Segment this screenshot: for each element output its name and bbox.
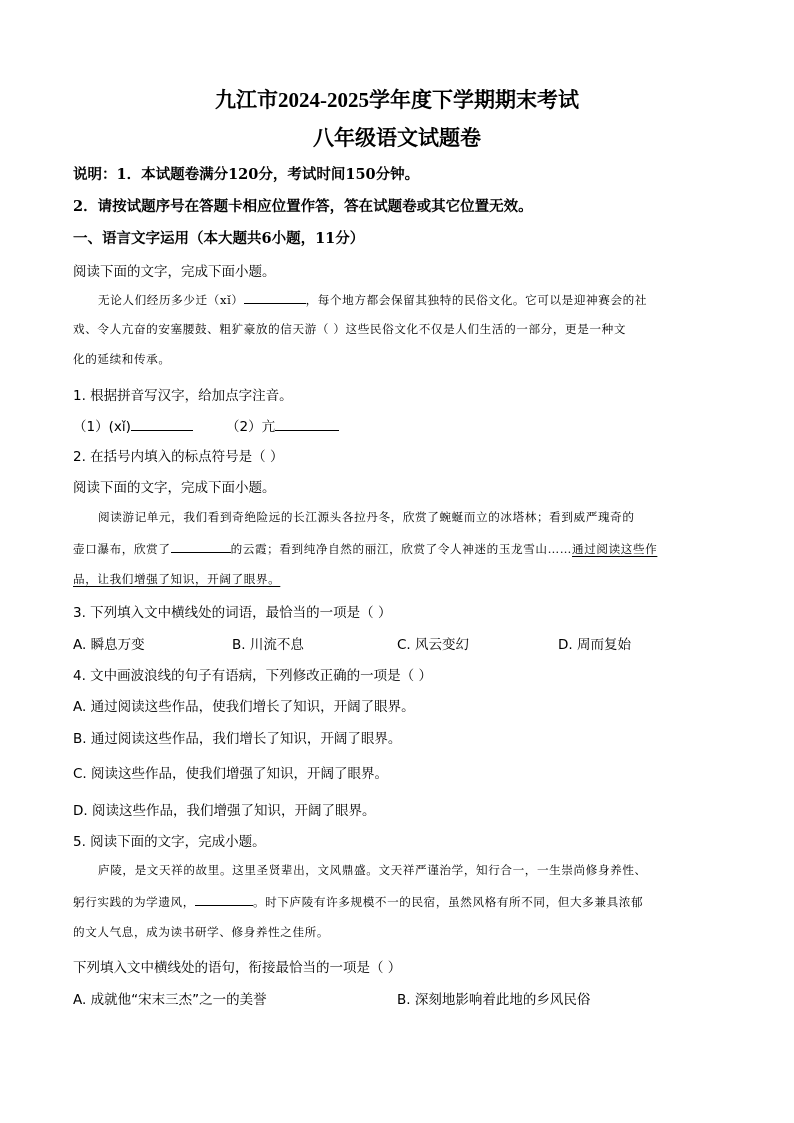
question-1-part-2 xyxy=(226,415,339,435)
exam-title: 九江市2024-2025学年度下学期期末考试 xyxy=(215,88,579,112)
passage-b-line-2-start: 壶口瀑布，欣赏了 xyxy=(73,542,171,556)
passage-a-line-1-start: 无论人们经历多少迁（xǐ） xyxy=(98,293,244,307)
passage-a-line-1 xyxy=(98,291,647,308)
answer-blank xyxy=(244,291,306,304)
question-1-stem: 1. 根据拼音写汉字，给加点字注音。 xyxy=(73,388,293,404)
question-3-option-d[interactable]: D. 周而复始 xyxy=(558,637,631,653)
passage-b-line-2-mid: 的云霞；看到纯净自然的丽江，欣赏了令人神迷的玉龙雪山…… xyxy=(230,542,572,556)
question-1-part-1 xyxy=(73,415,193,435)
reading-intro-a: 阅读下面的文字，完成下面小题。 xyxy=(73,264,276,280)
question-5-stem: 5. 阅读下面的文字，完成小题。 xyxy=(73,834,266,850)
reading-intro-b: 阅读下面的文字，完成下面小题。 xyxy=(73,480,276,496)
question-4-option-c[interactable]: C. 阅读这些作品，使我们增强了知识，开阔了眼界。 xyxy=(73,766,389,782)
question-4-option-a[interactable]: A. 通过阅读这些作品，使我们增长了知识，开阔了眼界。 xyxy=(73,699,415,715)
passage-b-line-3: 品，让我们增强了知识，开阔了眼界。 xyxy=(73,572,281,586)
passage-a-line-3: 化的延续和传承。 xyxy=(73,352,171,366)
passage-c-line-1: 庐陵，是文天祥的故里。这里圣贤辈出，文风鼎盛。文天祥严谨治学，知行合一，一生崇尚修身养性、 xyxy=(98,863,647,877)
question-4-option-d[interactable]: D. 阅读这些作品，我们增强了知识，开阔了眼界。 xyxy=(73,803,376,819)
answer-blank xyxy=(195,893,253,906)
question-5-option-a[interactable]: A. 成就他“宋末三杰”之一的美誉 xyxy=(73,992,267,1008)
exam-subtitle: 八年级语文试题卷 xyxy=(313,126,481,150)
passage-c-line-2-end: 。时下庐陵有许多规模不一的民宿，虽然风格有所不同，但大多兼具浓郁 xyxy=(252,895,644,909)
passage-b-line-2 xyxy=(73,540,657,557)
passage-c-line-3: 的文人气息，成为读书研学、修身养性之佳所。 xyxy=(73,925,330,939)
question-4-stem: 4. 文中画波浪线的句子有语病，下列修改正确的一项是（ ） xyxy=(73,668,432,684)
question-1-part-1-label: （1）(xǐ) xyxy=(73,419,131,435)
question-3-stem: 3. 下列填入文中横线处的词语，最恰当的一项是（ ） xyxy=(73,605,392,621)
wavy-underlined-sentence: 通过阅读这些作 xyxy=(572,542,658,556)
passage-a-line-1-end: ，每个地方都会保留其独特的民俗文化。它可以是迎神赛会的社 xyxy=(305,293,648,307)
passage-c-line-2-start: 躬行实践的为学遗风， xyxy=(73,895,195,909)
answer-blank xyxy=(275,418,339,431)
instruction-line-2: 2．请按试题序号在答题卡相应位置作答，答在试题卷或其它位置无效。 xyxy=(73,198,533,215)
question-4-option-b[interactable]: B. 通过阅读这些作品，我们增长了知识，开阔了眼界。 xyxy=(73,731,402,747)
answer-blank xyxy=(171,540,231,553)
question-3-option-c[interactable]: C. 风云变幻 xyxy=(397,637,470,653)
question-3-option-a[interactable]: A. 瞬息万变 xyxy=(73,637,145,653)
instruction-line-1: 说明：1．本试题卷满分120分，考试时间150分钟。 xyxy=(73,166,420,183)
question-1-part-2-label: （2）亢 xyxy=(226,419,276,435)
passage-b-line-1: 阅读游记单元，我们看到奇绝险远的长江源头各拉丹冬，欣赏了蜿蜒而立的冰塔林；看到威严瑰奇的 xyxy=(98,510,635,524)
passage-c-line-2 xyxy=(73,893,643,910)
answer-blank xyxy=(131,418,193,431)
question-5-prompt: 下列填入文中横线处的语句，衔接最恰当的一项是（ ） xyxy=(73,960,402,976)
question-5-option-b[interactable]: B. 深刻地影响着此地的乡风民俗 xyxy=(397,992,591,1008)
question-3-option-b[interactable]: B. 川流不息 xyxy=(232,637,304,653)
passage-a-line-2: 戏、令人亢奋的安塞腰鼓、粗犷豪放的信天游（ ）这些民俗文化不仅是人们生活的一部分，更是一种文 xyxy=(73,322,627,336)
question-2-stem: 2. 在括号内填入的标点符号是（ ） xyxy=(73,449,284,465)
section-heading: 一、语言文字运用（本大题共6小题，11分） xyxy=(73,230,365,247)
